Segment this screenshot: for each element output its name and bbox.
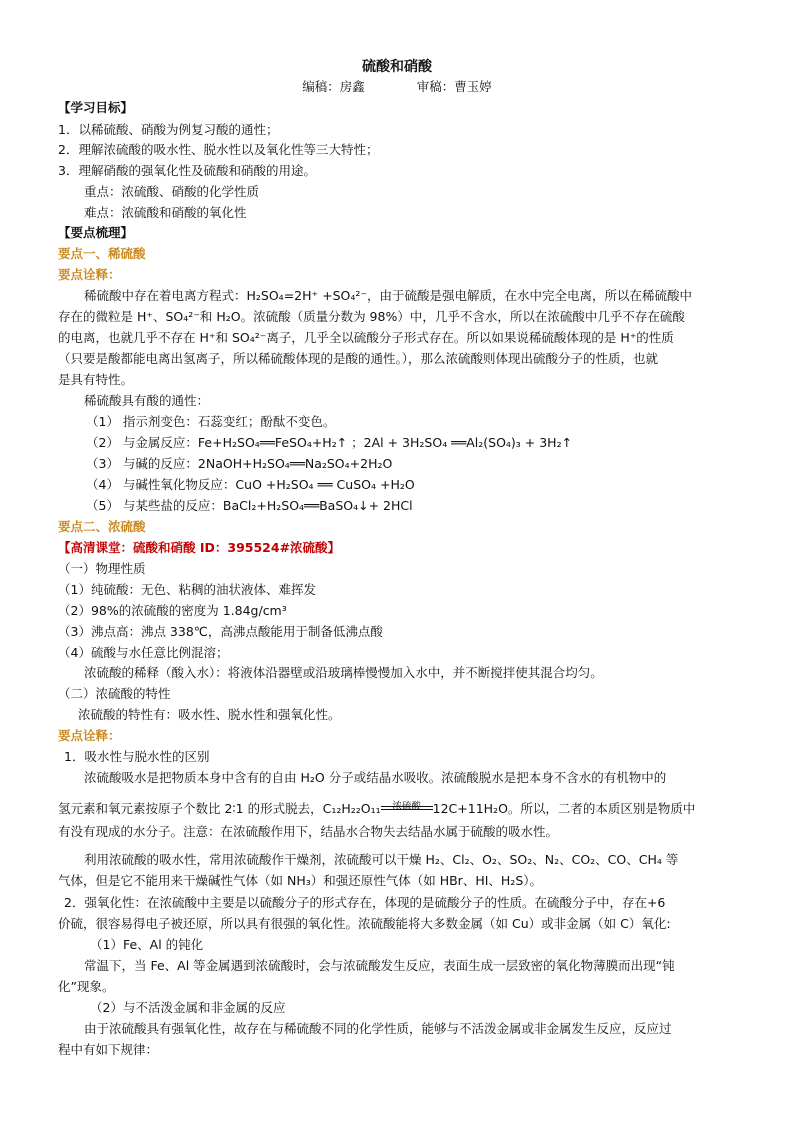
passivation-line: 化”现象。 — [58, 979, 115, 994]
point1-paragraph-line: 的电离，也就几乎不存在 H⁺和 SO₄²⁻离子，几乎全以硫酸分子形式存在。所以如果说稀硫酸体现的是 H⁺的性质 — [58, 330, 674, 345]
acid-property-item: （5） 与某些盐的反应：BaCl₂+H₂SO₄══BaSO₄↓+ 2HCl — [86, 498, 413, 513]
item1-line: 氢元素和氧元素按原子个数比 2∶1 的形式脱去，C₁₂H₂₂O₁₁ — [58, 801, 381, 816]
difficulty-point: 难点：浓硫酸和硝酸的氧化性 — [84, 205, 247, 220]
item1-line: 12C+11H₂O。所以，二者的本质区别是物质中 — [432, 801, 696, 816]
item1-line: 浓硫酸吸水是把物质本身中含有的自由 H₂O 分子或结晶水吸收。浓硫酸脱水是把本身不含水的有机物中的 — [84, 770, 667, 785]
acid-property-item: （2） 与金属反应：Fe+H₂SO₄══FeSO₄+H₂↑ ；2Al + 3H₂SO₄ ══Al₂(SO₄)₃ + 3H₂↑ — [86, 435, 573, 450]
inactive-heading: （2）与不活泼金属和非金属的反应 — [90, 1000, 286, 1015]
passivation-line: 常温下，当 Fe、Al 等金属遇到浓硫酸时，会与浓硫酸发生反应，表面生成一层致密的氧化物薄膜而出现“钝 — [84, 958, 675, 973]
inactive-line: 程中有如下规律： — [58, 1042, 159, 1057]
point2-heading: 要点二、浓硫酸 — [58, 519, 146, 534]
acid-general-intro: 稀硫酸具有酸的通性： — [84, 393, 210, 408]
physical-item: （2）98%的浓硫酸的密度为 1.84g/cm³ — [58, 603, 287, 618]
item1-line: 有没有现成的水分子。注意：在浓硫酸作用下，结晶水合物失去结晶水属于硫酸的吸水性。 — [58, 824, 559, 839]
point1-paragraph-line: 存在的微粒是 H⁺、SO₄²⁻和 H₂O。浓硫酸（质量分数为 98%）中，几乎不含水，所以在浓硫酸中几乎不存在硫酸 — [58, 309, 685, 324]
item2-line: 2．强氧化性：在浓硫酸中主要是以硫酸分子的形式存在，体现的是硫酸分子的性质。在硫酸分子中，存在+6 — [64, 895, 666, 910]
objectives-heading: 【学习目标】 — [58, 100, 134, 115]
physical-item: （1）纯硫酸：无色、粘稠的油状液体、难挥发 — [58, 582, 316, 597]
point2-explain-label: 要点诠释： — [58, 728, 121, 743]
dilution-note: 浓硫酸的稀释（酸入水）：将液体沿器壁或沿玻璃棒慢慢加入水中，并不断搅拌使其混合均匀。 — [84, 665, 603, 680]
item1-equation-line — [58, 800, 695, 818]
point1-explain-label: 要点诠释： — [58, 267, 121, 282]
inactive-line: 由于浓硫酸具有强氧化性，故存在与稀硫酸不同的化学性质，能够与不活泼金属或非金属发生反应，反应过 — [84, 1021, 672, 1036]
hd-class-link[interactable]: 【高清课堂：硫酸和硝酸 ID：395524#浓硫酸】 — [58, 540, 341, 555]
point1-paragraph-line: 是具有特性。 — [58, 372, 134, 387]
passivation-heading: （1）Fe、Al 的钝化 — [90, 937, 204, 952]
point1-heading: 要点一、稀硫酸 — [58, 246, 146, 261]
reviewer-credit: 审稿：曹玉婷 — [416, 79, 492, 94]
key-point: 重点：浓硫酸、硝酸的化学性质 — [84, 184, 260, 199]
document-title: 硫酸和硝酸 — [362, 59, 432, 75]
physical-item: （4）硫酸与水任意比例混溶； — [58, 645, 229, 660]
item1-line: 利用浓硫酸的吸水性，常用浓硫酸作干燥剂，浓硫酸可以干燥 H₂、Cl₂、O₂、SO₂、N₂、CO₂、CO、CH₄ 等 — [84, 852, 679, 867]
special-intro: 浓硫酸的特性有：吸水性、脱水性和强氧化性。 — [78, 707, 341, 722]
objective-item-2: 2．理解浓硫酸的吸水性、脱水性以及氧化性等三大特性； — [58, 142, 379, 157]
physical-heading: （一）物理性质 — [58, 561, 146, 576]
editor-line — [0, 78, 794, 96]
acid-property-item: （3） 与碱的反应：2NaOH+H₂SO₄══Na₂SO₄+2H₂O — [86, 456, 393, 471]
acid-property-item: （1） 指示剂变色：石蕊变红；酚酞不变色。 — [86, 414, 336, 429]
point1-paragraph-line: （只要是酸都能电离出氢离子，所以稀硫酸体现的是酸的通性。），那么浓硫酸则体现出硫酸分子的性质，也就 — [58, 351, 659, 366]
item1-heading: 1．吸水性与脱水性的区别 — [64, 749, 210, 764]
acid-property-item: （4） 与碱性氧化物反应：CuO +H₂SO₄ ══ CuSO₄ +H₂O — [86, 477, 415, 492]
item1-line: 气体，但是它不能用来干燥碱性气体（如 NH₃）和强还原性气体（如 HBr、HI、H₂S）。 — [58, 873, 543, 888]
special-heading: （二）浓硫酸的特性 — [58, 686, 171, 701]
summary-heading: 【要点梳理】 — [58, 225, 134, 240]
reaction-condition: 浓硫酸 — [392, 801, 421, 812]
point1-paragraph-line: 稀硫酸中存在着电离方程式：H₂SO₄=2H⁺ +SO₄²⁻，由于硫酸是强电解质，在水中完全电离，所以在稀硫酸中 — [84, 288, 692, 303]
item2-line: 价硫，很容易得电子被还原，所以具有很强的氧化性。浓硫酸能将大多数金属（如 Cu）或非金属（如 C）氧化: — [58, 916, 671, 931]
physical-item: （3）沸点高：沸点 338℃，高沸点酸能用于制备低沸点酸 — [58, 624, 383, 639]
editor-credit: 编稿：房鑫 — [302, 79, 365, 94]
objective-item-3: 3．理解硝酸的强氧化性及硫酸和硝酸的用途。 — [58, 163, 316, 178]
objective-item-1: 1．以稀硫酸、硝酸为例复习酸的通性； — [58, 122, 279, 137]
